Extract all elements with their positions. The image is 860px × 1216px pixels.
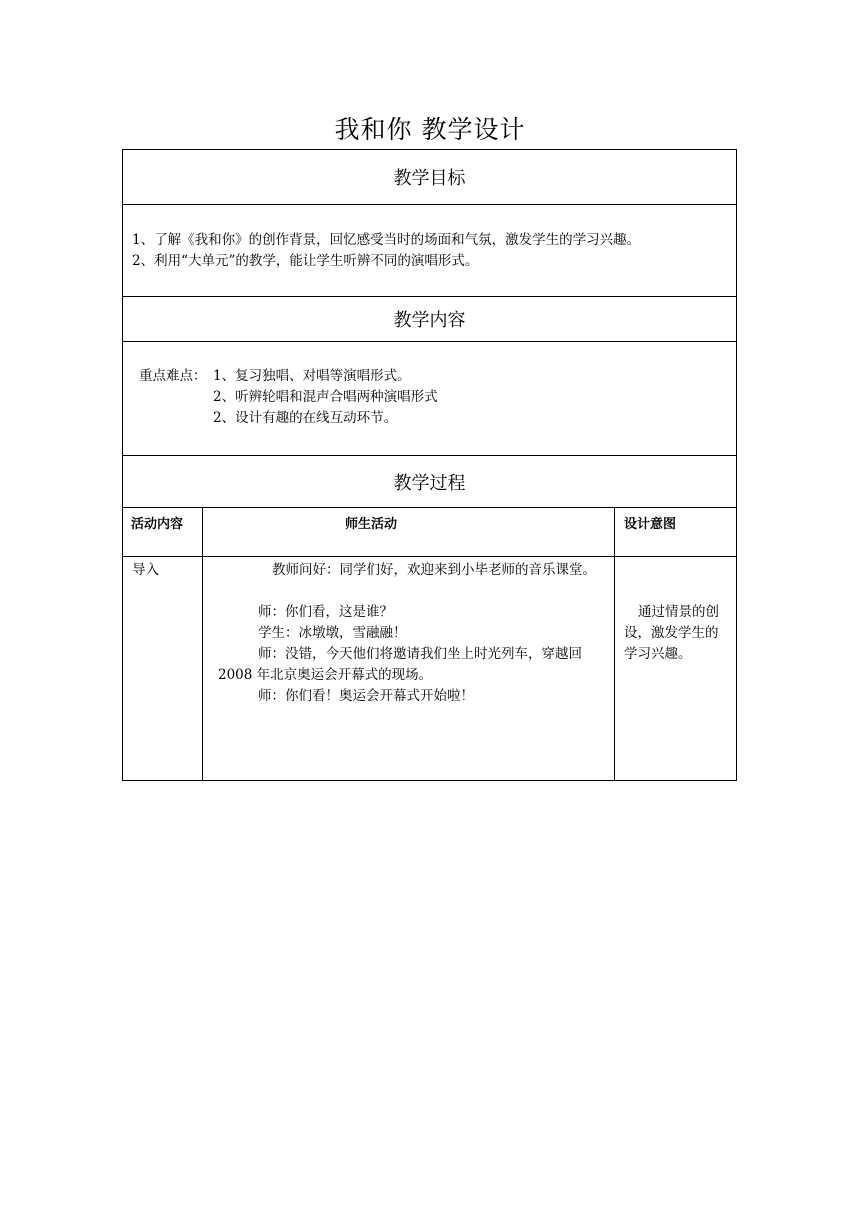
column-header-dialogue: 师生活动 xyxy=(203,508,615,556)
row-intent xyxy=(615,557,736,780)
table-row xyxy=(123,557,736,780)
objective-item: 1、了解《我和你》的创作背景，回忆感受当时的场面和气氛，激发学生的学习兴趣。 xyxy=(132,232,641,248)
process-column-header xyxy=(123,508,736,557)
content-body xyxy=(123,342,736,456)
objective-item: 2、利用“大单元”的教学，能让学生听辨不同的演唱形式。 xyxy=(132,253,479,269)
objectives-body xyxy=(123,205,736,297)
key-points-label: 重点难点： xyxy=(139,368,207,384)
dialogue-line: 师：你们看！奥运会开幕式开始啦！ xyxy=(258,688,474,704)
process-heading-text: 教学过程 xyxy=(393,472,466,494)
document-title: 我和你 教学设计 xyxy=(334,115,526,144)
dialogue-line: 学生：冰墩墩，雪融融！ xyxy=(258,625,407,641)
lesson-plan-table xyxy=(122,149,737,781)
key-point-item: 1、复习独唱、对唱等演唱形式。 xyxy=(213,368,411,384)
row-dialogue xyxy=(203,557,615,780)
dialogue-line: 师：没错，今天他们将邀请我们坐上时光列车，穿越回 2008 年北京奥运会开幕式的现场。 xyxy=(218,646,582,683)
dialogue-line: 教师问好：同学们好，欢迎来到小毕老师的音乐课堂。 xyxy=(272,562,596,578)
column-header-activity: 活动内容 xyxy=(123,508,203,556)
column-header-intent: 设计意图 xyxy=(624,517,677,532)
key-point-item: 2、听辨轮唱和混声合唱两种演唱形式 xyxy=(213,389,438,405)
process-heading xyxy=(123,456,736,508)
objectives-heading-text: 教学目标 xyxy=(393,168,466,189)
dialogue-line: 师：你们看，这是谁？ xyxy=(258,604,393,620)
content-heading-text: 教学内容 xyxy=(393,310,466,331)
content-heading xyxy=(123,297,736,342)
key-point-item: 2、设计有趣的在线互动环节。 xyxy=(213,410,398,426)
row-activity: 导入 xyxy=(123,557,203,780)
objectives-heading xyxy=(123,150,736,205)
intent-text: 通过情景的创设，激发学生的学习兴趣。 xyxy=(624,604,719,662)
